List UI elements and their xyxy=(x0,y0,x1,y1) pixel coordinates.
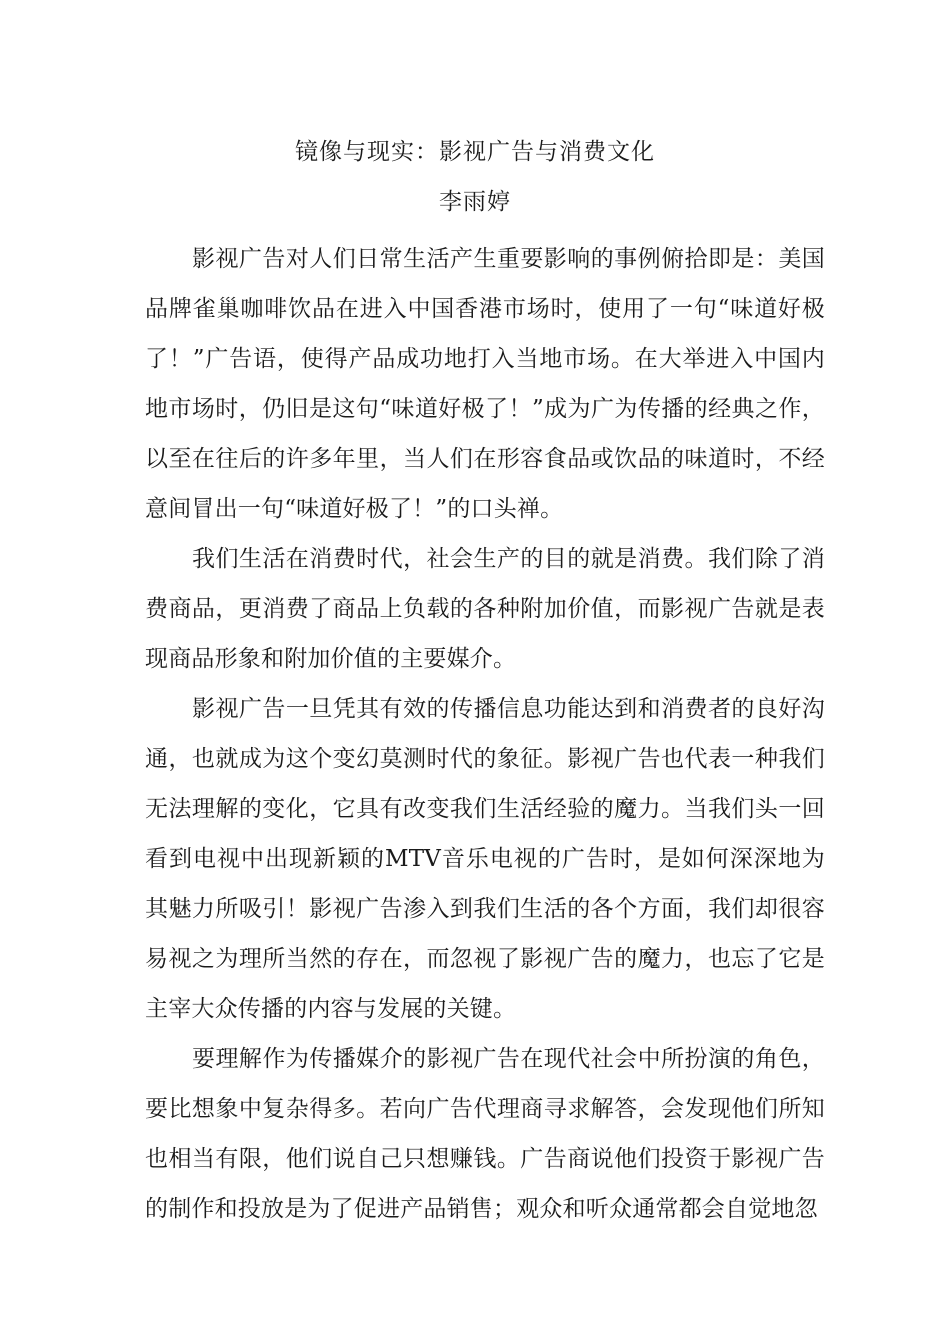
paragraph-3: 影视广告一旦凭其有效的传播信息功能达到和消费者的良好沟通，也就成为这个变幻莫测时代的象征。影视广告也代表一种我们无法理解的变化，它具有改变我们生活经验的魔力。当我们头一回看到电视中出现新颖的MTV音乐电视的广告时，是如何深深地为其魅力所吸引！影视广告渗入到我们生活的各个方面，我们却很容易视之为理所当然的存在，而忽视了影视广告的魔力，也忘了它是主宰大众传播的内容与发展的关键。 xyxy=(145,696,825,1022)
paragraph-1: 影视广告对人们日常生活产生重要影响的事例俯拾即是：美国品牌雀巢咖啡饮品在进入中国香港市场时，使用了一句“味道好极了！”广告语，使得产品成功地打入当地市场。在大举进入中国内地市场时，仍旧是这句“味道好极了！”成为广为传播的经典之作，以至在往后的许多年里，当人们在形容食品或饮品的味道时，不经意间冒出一句“味道好极了！”的口头禅。 xyxy=(145,246,825,522)
document-body xyxy=(145,234,825,1234)
paragraph-2: 我们生活在消费时代，社会生产的目的就是消费。我们除了消费商品，更消费了商品上负载的各种附加价值，而影视广告就是表现商品形象和附加价值的主要媒介。 xyxy=(145,546,825,672)
paragraph-4: 要理解作为传播媒介的影视广告在现代社会中所扮演的角色，要比想象中复杂得多。若向广告代理商寻求解答，会发现他们所知也相当有限，他们说自己只想赚钱。广告商说他们投资于影视广告的制作和投放是为了促进产品销售；观众和听众通常都会自觉地忽 xyxy=(145,1046,825,1222)
document-author: 李雨婷 xyxy=(439,189,511,215)
document-title: 镜像与现实：影视广告与消费文化 xyxy=(295,139,655,165)
